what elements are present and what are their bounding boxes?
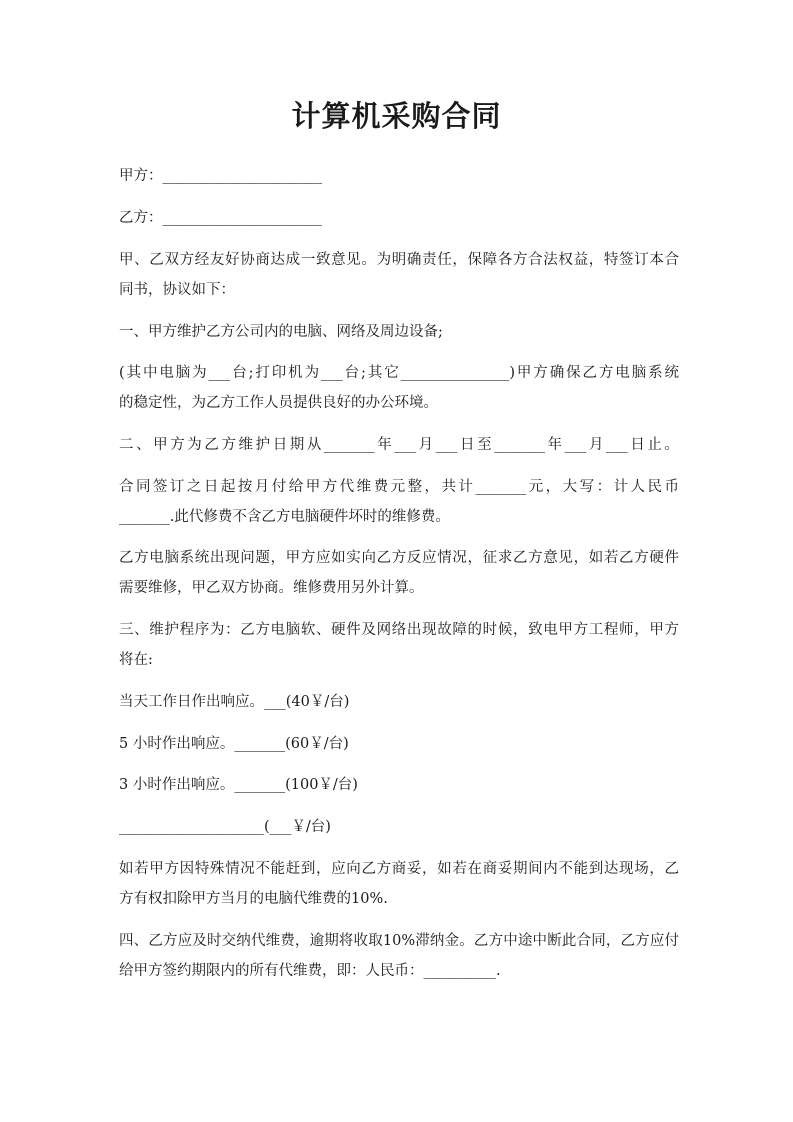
section-3-line-2: 将在: xyxy=(119,652,153,668)
response-option-custom: ____________________(___￥/台) xyxy=(119,819,331,835)
fee-line-2: _______.此代修费不含乙方电脑硬件坏时的维修费。 xyxy=(119,509,450,525)
section-1-detail-line-1: (其中电脑为___台;打印机为___台;其它_______________)甲方确保乙方电脑系统 xyxy=(119,365,679,381)
party-a-line: 甲方：______________________ xyxy=(119,168,322,184)
penalty-line-2: 方有权扣除甲方当月的电脑代维费的10%. xyxy=(119,891,388,907)
repair-line-2: 需要维修，甲乙双方协商。维修费用另外计算。 xyxy=(119,580,424,596)
section-3-line-1: 三、维护程序为：乙方电脑软、硬件及网络出现故障的时候，致电甲方工程师，甲方 xyxy=(119,622,679,638)
section-1-detail-line-2: 的稳定性，为乙方工作人员提供良好的办公环境。 xyxy=(119,395,438,411)
response-option-same-day: 当天工作日作出响应。___(40￥/台) xyxy=(119,694,350,710)
page-title: 计算机采购合同 xyxy=(291,99,502,133)
response-option-3-hours: 3 小时作出响应。_______(100￥/台) xyxy=(119,777,358,793)
penalty-line-1: 如若甲方因特殊情况不能赶到，应向乙方商妥，如若在商妥期间内不能到达现场，乙 xyxy=(119,861,679,877)
section-4-line-2: 给甲方签约期限内的所有代维费，即：人民币：__________. xyxy=(119,963,501,979)
section-2-dates: 二、甲方为乙方维护日期从_______年___月___日至_______年___月___日止。 xyxy=(119,437,679,453)
party-b-line: 乙方：______________________ xyxy=(119,210,322,226)
fee-line-1: 合同签订之日起按月付给甲方代维费元整，共计_______元，大写：计人民币 xyxy=(119,479,679,495)
section-1-heading: 一、甲方维护乙方公司内的电脑、网络及周边设备; xyxy=(119,324,443,340)
repair-line-1: 乙方电脑系统出现问题，甲方应如实向乙方反应情况，征求乙方意见，如若乙方硬件 xyxy=(119,550,679,566)
section-4-line-1: 四、乙方应及时交纳代维费，逾期将收取10%滞纳金。乙方中途中断此合同，乙方应付 xyxy=(119,933,679,949)
intro-line-1: 甲、乙双方经友好协商达成一致意见。为明确责任，保障各方合法权益，特签订本合 xyxy=(119,252,679,268)
intro-line-2: 同书，协议如下： xyxy=(119,282,235,298)
response-option-5-hours: 5 小时作出响应。_______(60￥/台) xyxy=(119,736,349,752)
